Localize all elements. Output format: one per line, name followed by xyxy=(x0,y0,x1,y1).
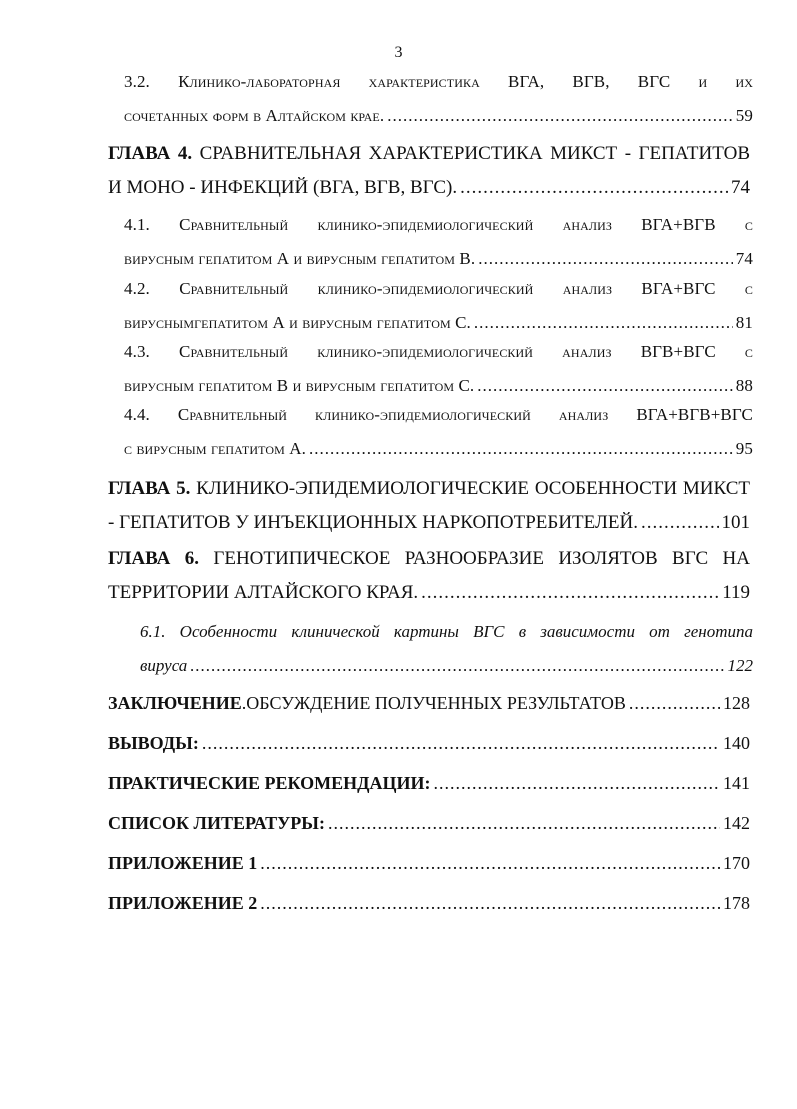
dot-leader xyxy=(434,773,720,794)
toc-entry-line: 4.4. Сравнительный клинико-эпидемиологический анализ ВГА+ВГВ+ВГС xyxy=(124,405,753,424)
toc-entry-line: с вирусным гепатитом А. xyxy=(124,439,306,458)
toc-page-number: 141 xyxy=(723,773,750,793)
toc-entry-line: 6.1. Особенности клинической картины ВГС в зависимости от генотипа xyxy=(140,622,753,641)
toc-page-number: 119 xyxy=(722,582,750,603)
toc-entry-recommendations xyxy=(108,773,750,794)
toc-page-number: 170 xyxy=(723,853,750,873)
toc-page-number: 59 xyxy=(735,106,753,125)
section-label: СПИСОК ЛИТЕРАТУРЫ: xyxy=(108,813,325,833)
toc-entry-appendix-2 xyxy=(108,893,750,914)
toc-entry-line: вируснымгепатитом А и вирусным гепатитом С. xyxy=(124,313,471,332)
toc-entry-chapter-5 xyxy=(108,478,750,534)
toc-entry-line: 4.3. Сравнительный клинико-эпидемиологический анализ ВГВ+ВГС с xyxy=(124,342,753,361)
dot-leader xyxy=(202,733,720,754)
toc-entry-conclusion xyxy=(108,693,750,714)
toc-entry-line: СРАВНИТЕЛЬНАЯ ХАРАКТЕРИСТИКА МИКСТ - ГЕПАТИТОВ xyxy=(192,143,750,164)
toc-page-number: 122 xyxy=(727,656,753,675)
toc-entry-6-1 xyxy=(140,622,753,676)
dot-leader xyxy=(387,106,733,126)
toc-entry-line: вирусным гепатитом В и вирусным гепатитом С. xyxy=(124,376,475,395)
chapter-label: ГЛАВА 5. xyxy=(108,478,191,499)
dot-leader xyxy=(309,439,733,459)
dot-leader xyxy=(460,177,728,199)
dot-leader xyxy=(477,376,733,396)
toc-entry-line: И МОНО - ИНФЕКЦИЙ (ВГА, ВГВ, ВГС). xyxy=(108,177,458,198)
section-label: ПРАКТИЧЕСКИЕ РЕКОМЕНДАЦИИ: xyxy=(108,773,431,793)
toc-entry-findings xyxy=(108,733,750,754)
toc-entry-line: .ОБСУЖДЕНИЕ ПОЛУЧЕННЫХ РЕЗУЛЬТАТОВ xyxy=(241,693,626,713)
toc-entry-chapter-6 xyxy=(108,548,750,604)
toc-entry-line: КЛИНИКО-ЭПИДЕМИОЛОГИЧЕСКИЕ ОСОБЕННОСТИ МИКСТ xyxy=(190,478,750,499)
toc-entry-line: 4.1. Сравнительный клинико-эпидемиологический анализ ВГА+ВГВ с xyxy=(124,215,753,234)
toc-entry-4-4 xyxy=(124,405,753,459)
section-label: ПРИЛОЖЕНИЕ 2 xyxy=(108,893,258,913)
section-label: ПРИЛОЖЕНИЕ 1 xyxy=(108,853,258,873)
toc-entry-appendix-1 xyxy=(108,853,750,874)
toc-entry-line: вирусным гепатитом А и вирусным гепатитом В. xyxy=(124,249,476,268)
toc-page-number: 74 xyxy=(735,249,753,268)
toc-page-number: 88 xyxy=(735,376,753,395)
toc-entry-line: 4.2. Сравнительный клинико-эпидемиологический анализ ВГА+ВГС с xyxy=(124,279,753,298)
toc-page-number: 142 xyxy=(723,813,750,833)
toc-page-number: 74 xyxy=(731,177,750,198)
toc-entry-references xyxy=(108,813,750,834)
toc-entry-4-3 xyxy=(124,342,753,396)
dot-leader xyxy=(641,512,719,534)
toc-entry-line: сочетанных форм в Алтайском крае. xyxy=(124,106,385,125)
dot-leader xyxy=(190,656,724,676)
toc-entry-chapter-4 xyxy=(108,143,750,199)
toc-page-number: 81 xyxy=(735,313,753,332)
section-label: ЗАКЛЮЧЕНИЕ xyxy=(108,693,242,713)
toc-page-number: 178 xyxy=(723,893,750,913)
page-number: 3 xyxy=(394,44,403,61)
toc-entry-line: вируса xyxy=(140,656,188,675)
toc-entry-line: - ГЕПАТИТОВ У ИНЪЕКЦИОННЫХ НАРКОПОТРЕБИТЕЛЕЙ. xyxy=(108,512,638,533)
toc-page-number: 140 xyxy=(723,733,750,753)
chapter-label: ГЛАВА 4. xyxy=(108,143,193,164)
toc-entry-line: ТЕРРИТОРИИ АЛТАЙСКОГО КРАЯ. xyxy=(108,582,419,603)
section-label: ВЫВОДЫ: xyxy=(108,733,199,753)
dot-leader xyxy=(629,693,720,714)
toc-entry-4-1 xyxy=(124,215,753,269)
dot-leader xyxy=(260,893,720,914)
dot-leader xyxy=(421,582,719,604)
dot-leader xyxy=(474,313,733,333)
toc-entry-line: 3.2. Клинико-лабораторная характеристика ВГА, ВГВ, ВГС и их xyxy=(124,72,753,91)
toc-page-number: 95 xyxy=(735,439,753,458)
dot-leader xyxy=(328,813,720,834)
dot-leader xyxy=(260,853,720,874)
toc-entry-line: ГЕНОТИПИЧЕСКОЕ РАЗНООБРАЗИЕ ИЗОЛЯТОВ ВГС НА xyxy=(198,548,750,569)
toc-entry-4-2 xyxy=(124,279,753,333)
toc-page-number: 101 xyxy=(721,512,750,533)
chapter-label: ГЛАВА 6. xyxy=(108,548,199,569)
dot-leader xyxy=(478,249,733,269)
toc-entry-3-2 xyxy=(124,72,753,126)
toc-page-number: 128 xyxy=(723,693,750,713)
